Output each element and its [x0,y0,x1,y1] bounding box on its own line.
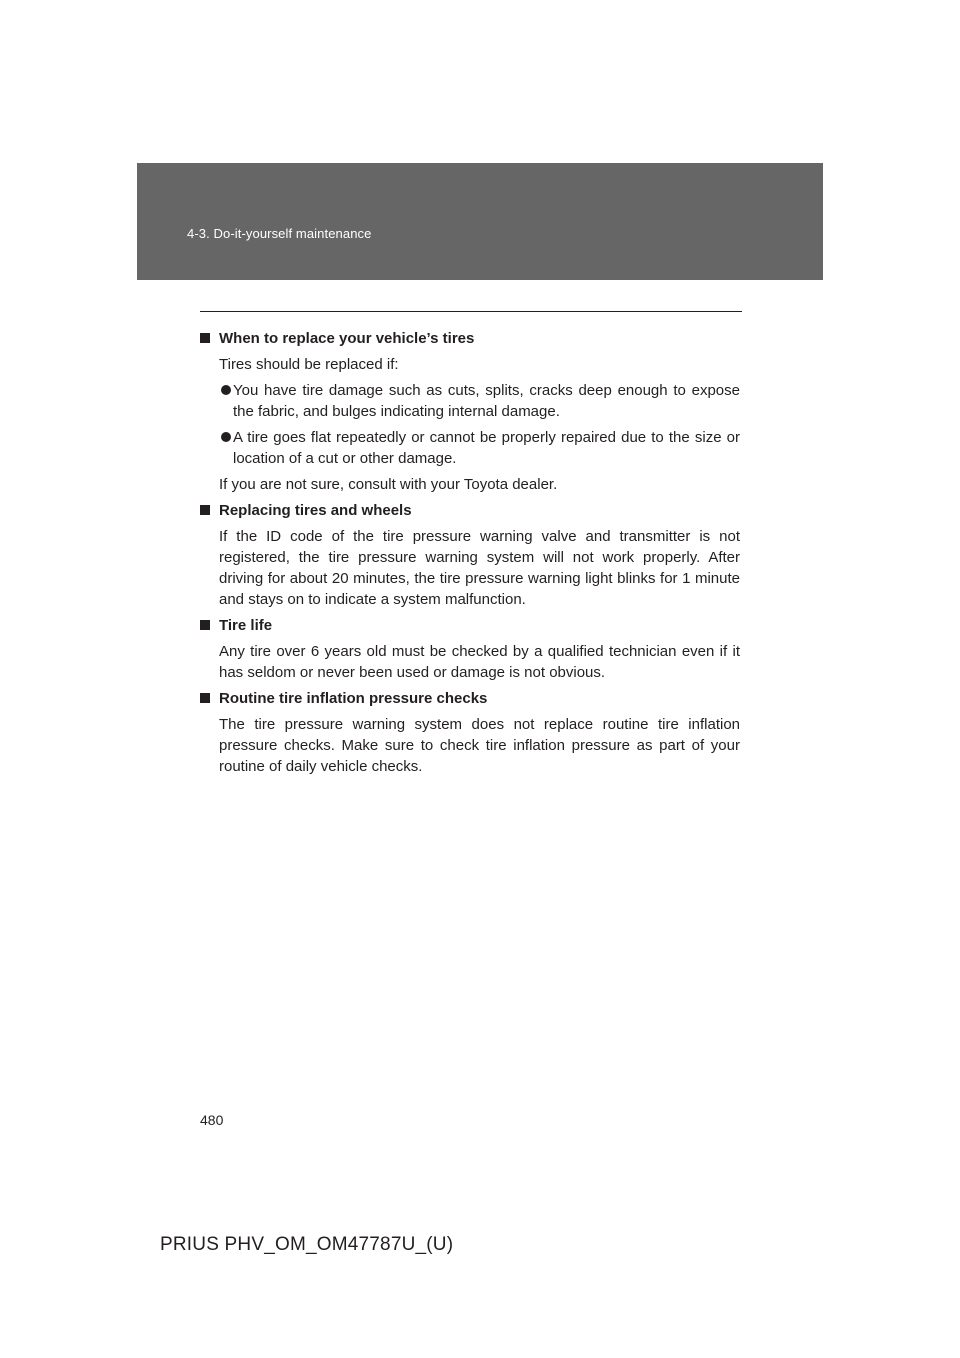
section-body: Any tire over 6 years old must be checked by a qualified technician even if it has seldom or never been used or damage is not obvious. [219,643,740,681]
page-content [200,328,740,782]
list-item-text: You have tire damage such as cuts, splits, cracks deep enough to expose the fabric, and bulges indicating internal damage. [233,382,740,420]
square-bullet-icon [200,333,210,343]
section-heading-text: Replacing tires and wheels [219,502,412,519]
section-title: 4-3. Do-it-yourself maintenance [187,226,372,241]
section-heading [200,328,740,349]
section-body: If the ID code of the tire pressure warning valve and transmitter is not registered, the tire pressure warning system will not work properly. After driving for about 20 minutes, the tire pressure warning light blinks for 1 minute and stays on to indicate a system malfunction. [219,528,740,608]
header-divider [200,311,742,312]
section-heading-text: Tire life [219,617,273,634]
section-heading-text: When to replace your vehicle’s tires [219,330,475,347]
section-intro: Tires should be replaced if: [219,356,399,373]
section-header-bar [137,163,823,280]
section-note: If you are not sure, consult with your Toyota dealer. [219,476,558,493]
section-heading [200,500,740,521]
square-bullet-icon [200,505,210,515]
section-body: The tire pressure warning system does not replace routine tire inflation pressure checks. Make sure to check tire inflation pressure as part of your routine of daily vehicle checks. [219,716,740,775]
round-bullet-icon [221,385,231,395]
section-heading [200,615,740,636]
list-item-text: A tire goes flat repeatedly or cannot be properly repaired due to the size or location of a cut or other damage. [233,429,740,467]
square-bullet-icon [200,620,210,630]
round-bullet-icon [221,432,231,442]
square-bullet-icon [200,693,210,703]
section-heading [200,688,740,709]
section-heading-text: Routine tire inflation pressure checks [219,690,488,707]
list-item [200,380,740,422]
list-item [200,427,740,469]
manual-code: PRIUS PHV_OM_OM47787U_(U) [160,1234,454,1255]
page-number: 480 [200,1112,224,1128]
